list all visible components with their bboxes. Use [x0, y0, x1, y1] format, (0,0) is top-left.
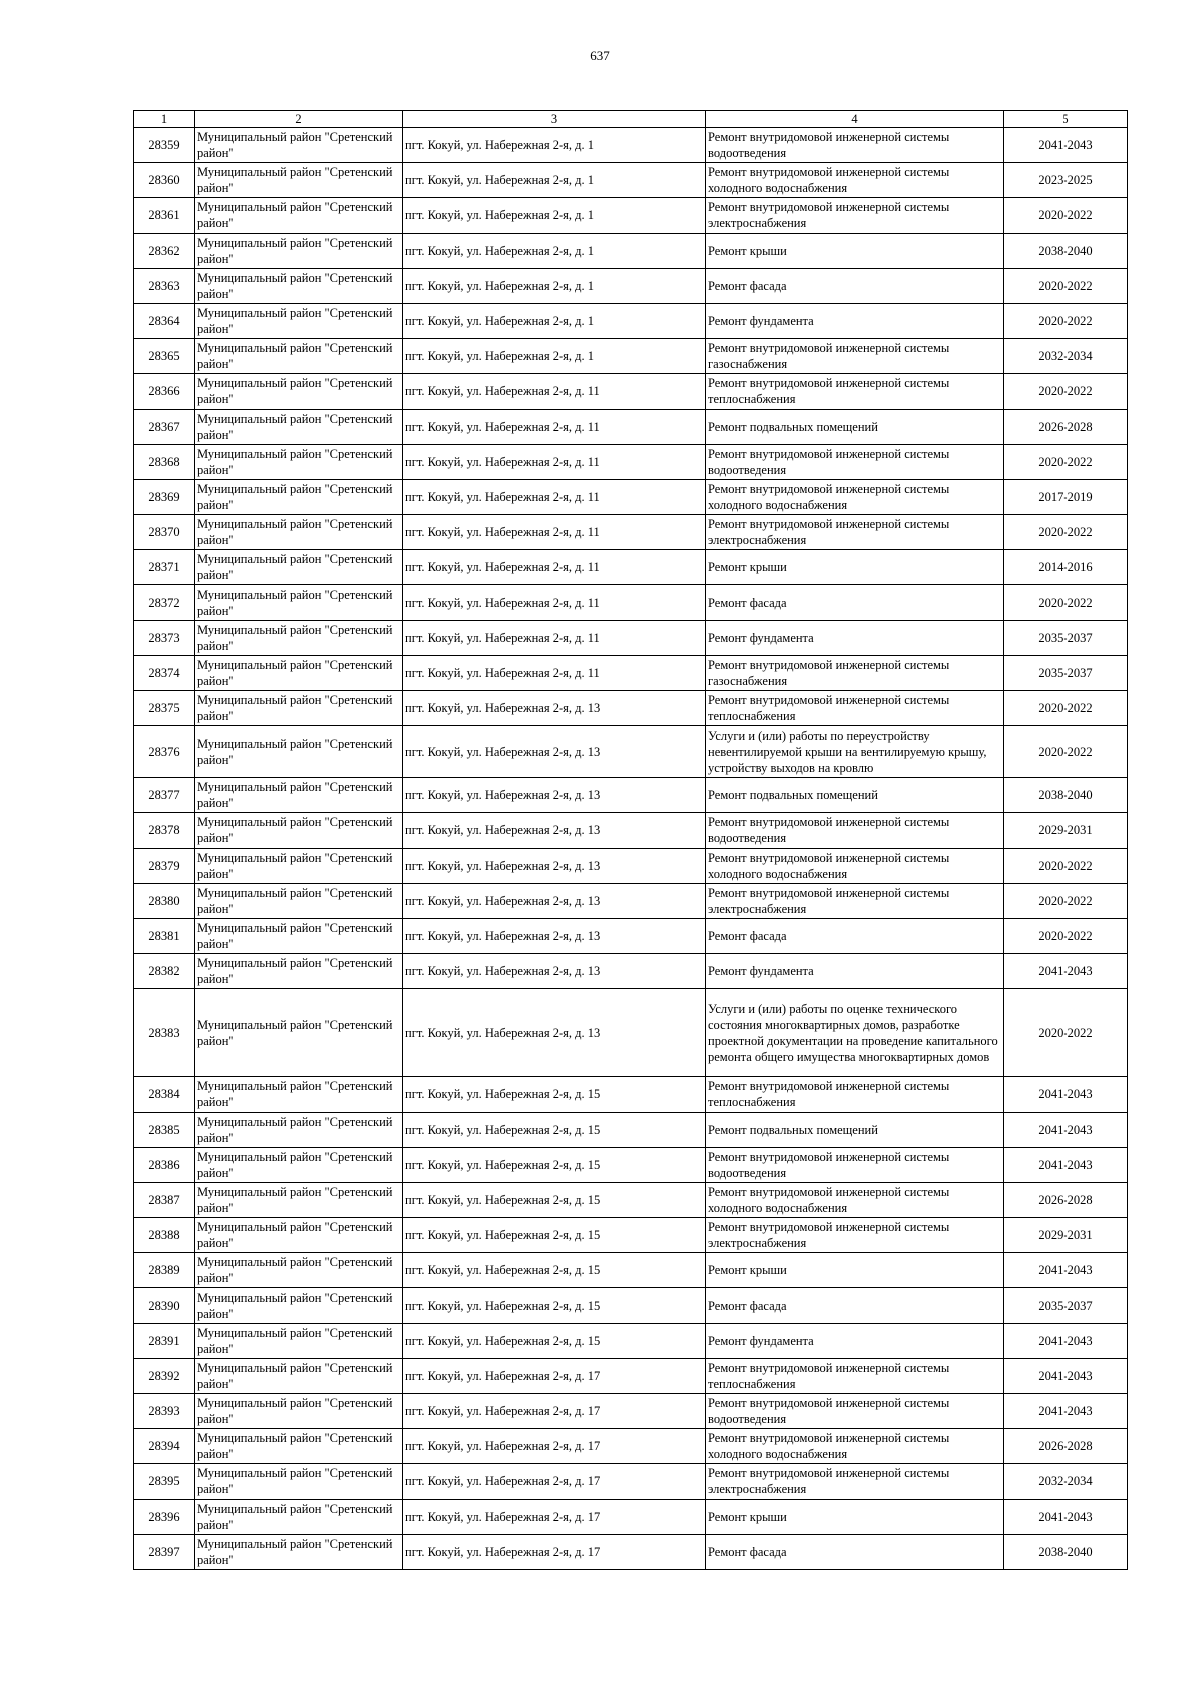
work-type-cell: Ремонт подвальных помещений — [706, 778, 1004, 813]
district-cell: Муниципальный район "Сретенский район" — [195, 444, 403, 479]
row-number-cell: 28363 — [134, 268, 195, 303]
row-number-cell: 28359 — [134, 128, 195, 163]
table-row — [134, 515, 1128, 550]
table-row — [134, 813, 1128, 848]
address-cell: пгт. Кокуй, ул. Набережная 2-я, д. 11 — [403, 585, 706, 620]
row-number-cell: 28365 — [134, 339, 195, 374]
address-cell: пгт. Кокуй, ул. Набережная 2-я, д. 13 — [403, 726, 706, 778]
period-cell: 2023-2025 — [1004, 163, 1128, 198]
period-cell: 2041-2043 — [1004, 1147, 1128, 1182]
district-cell: Муниципальный район "Сретенский район" — [195, 620, 403, 655]
district-cell: Муниципальный район "Сретенский район" — [195, 585, 403, 620]
row-number-cell: 28382 — [134, 954, 195, 989]
work-type-cell: Ремонт фасада — [706, 1534, 1004, 1569]
work-type-cell: Ремонт внутридомовой инженерной системы электроснабжения — [706, 883, 1004, 918]
address-cell: пгт. Кокуй, ул. Набережная 2-я, д. 1 — [403, 268, 706, 303]
address-cell: пгт. Кокуй, ул. Набережная 2-я, д. 13 — [403, 883, 706, 918]
work-type-cell: Ремонт внутридомовой инженерной системы теплоснабжения — [706, 691, 1004, 726]
period-cell: 2038-2040 — [1004, 778, 1128, 813]
table-row — [134, 1394, 1128, 1429]
row-number-cell: 28397 — [134, 1534, 195, 1569]
address-cell: пгт. Кокуй, ул. Набережная 2-я, д. 11 — [403, 550, 706, 585]
work-type-cell: Ремонт подвальных помещений — [706, 409, 1004, 444]
address-cell: пгт. Кокуй, ул. Набережная 2-я, д. 17 — [403, 1429, 706, 1464]
row-number-cell: 28364 — [134, 303, 195, 338]
column-header-work: 4 — [706, 111, 1004, 128]
work-type-cell: Услуги и (или) работы по переустройству невентилируемой крыши на вентилируемую крышу, устройству выходов на кровлю — [706, 726, 1004, 778]
table-row — [134, 655, 1128, 690]
work-type-cell: Ремонт крыши — [706, 233, 1004, 268]
row-number-cell: 28368 — [134, 444, 195, 479]
row-number-cell: 28393 — [134, 1394, 195, 1429]
district-cell: Муниципальный район "Сретенский район" — [195, 1323, 403, 1358]
period-cell: 2014-2016 — [1004, 550, 1128, 585]
period-cell: 2017-2019 — [1004, 479, 1128, 514]
address-cell: пгт. Кокуй, ул. Набережная 2-я, д. 17 — [403, 1534, 706, 1569]
work-type-cell: Ремонт внутридомовой инженерной системы холодного водоснабжения — [706, 1182, 1004, 1217]
work-type-cell: Ремонт крыши — [706, 1253, 1004, 1288]
table-row — [134, 409, 1128, 444]
work-type-cell: Ремонт фундамента — [706, 303, 1004, 338]
period-cell: 2038-2040 — [1004, 1534, 1128, 1569]
address-cell: пгт. Кокуй, ул. Набережная 2-я, д. 11 — [403, 620, 706, 655]
work-type-cell: Ремонт фундамента — [706, 620, 1004, 655]
row-number-cell: 28388 — [134, 1218, 195, 1253]
address-cell: пгт. Кокуй, ул. Набережная 2-я, д. 15 — [403, 1323, 706, 1358]
district-cell: Муниципальный район "Сретенский район" — [195, 268, 403, 303]
district-cell: Муниципальный район "Сретенский район" — [195, 128, 403, 163]
page-number: 637 — [590, 48, 610, 63]
row-number-cell: 28366 — [134, 374, 195, 409]
address-cell: пгт. Кокуй, ул. Набережная 2-я, д. 17 — [403, 1464, 706, 1499]
table-row — [134, 268, 1128, 303]
address-cell: пгт. Кокуй, ул. Набережная 2-я, д. 15 — [403, 1112, 706, 1147]
period-cell: 2032-2034 — [1004, 1464, 1128, 1499]
work-type-cell: Ремонт внутридомовой инженерной системы холодного водоснабжения — [706, 479, 1004, 514]
work-type-cell: Ремонт фундамента — [706, 1323, 1004, 1358]
period-cell: 2020-2022 — [1004, 374, 1128, 409]
address-cell: пгт. Кокуй, ул. Набережная 2-я, д. 15 — [403, 1182, 706, 1217]
table-row — [134, 883, 1128, 918]
row-number-cell: 28371 — [134, 550, 195, 585]
table-row — [134, 1499, 1128, 1534]
row-number-cell: 28373 — [134, 620, 195, 655]
district-cell: Муниципальный район "Сретенский район" — [195, 1077, 403, 1112]
period-cell: 2035-2037 — [1004, 655, 1128, 690]
row-number-cell: 28367 — [134, 409, 195, 444]
period-cell: 2035-2037 — [1004, 1288, 1128, 1323]
district-cell: Муниципальный район "Сретенский район" — [195, 1182, 403, 1217]
address-cell: пгт. Кокуй, ул. Набережная 2-я, д. 15 — [403, 1253, 706, 1288]
row-number-cell: 28376 — [134, 726, 195, 778]
row-number-cell: 28385 — [134, 1112, 195, 1147]
row-number-cell: 28370 — [134, 515, 195, 550]
table-row — [134, 1358, 1128, 1393]
district-cell: Муниципальный район "Сретенский район" — [195, 954, 403, 989]
district-cell: Муниципальный район "Сретенский район" — [195, 1429, 403, 1464]
work-type-cell: Ремонт внутридомовой инженерной системы водоотведения — [706, 128, 1004, 163]
table-row — [134, 444, 1128, 479]
row-number-cell: 28396 — [134, 1499, 195, 1534]
address-cell: пгт. Кокуй, ул. Набережная 2-я, д. 15 — [403, 1218, 706, 1253]
table-body — [134, 128, 1128, 1570]
period-cell: 2038-2040 — [1004, 233, 1128, 268]
work-type-cell: Ремонт внутридомовой инженерной системы электроснабжения — [706, 515, 1004, 550]
district-cell: Муниципальный район "Сретенский район" — [195, 1394, 403, 1429]
row-number-cell: 28369 — [134, 479, 195, 514]
period-cell: 2020-2022 — [1004, 198, 1128, 233]
period-cell: 2020-2022 — [1004, 726, 1128, 778]
period-cell: 2020-2022 — [1004, 918, 1128, 953]
address-cell: пгт. Кокуй, ул. Набережная 2-я, д. 11 — [403, 374, 706, 409]
column-header-number: 1 — [134, 111, 195, 128]
table-row — [134, 585, 1128, 620]
work-type-cell: Ремонт внутридомовой инженерной системы электроснабжения — [706, 198, 1004, 233]
address-cell: пгт. Кокуй, ул. Набережная 2-я, д. 15 — [403, 1077, 706, 1112]
district-cell: Муниципальный район "Сретенский район" — [195, 1499, 403, 1534]
work-type-cell: Ремонт внутридомовой инженерной системы холодного водоснабжения — [706, 1429, 1004, 1464]
work-type-cell: Ремонт фасада — [706, 918, 1004, 953]
address-cell: пгт. Кокуй, ул. Набережная 2-я, д. 11 — [403, 515, 706, 550]
row-number-cell: 28386 — [134, 1147, 195, 1182]
work-type-cell: Ремонт внутридомовой инженерной системы холодного водоснабжения — [706, 848, 1004, 883]
row-number-cell: 28378 — [134, 813, 195, 848]
row-number-cell: 28383 — [134, 989, 195, 1077]
row-number-cell: 28380 — [134, 883, 195, 918]
address-cell: пгт. Кокуй, ул. Набережная 2-я, д. 13 — [403, 954, 706, 989]
table-row — [134, 128, 1128, 163]
table-row — [134, 691, 1128, 726]
address-cell: пгт. Кокуй, ул. Набережная 2-я, д. 1 — [403, 303, 706, 338]
work-type-cell: Ремонт внутридомовой инженерной системы водоотведения — [706, 1147, 1004, 1182]
work-type-cell: Ремонт внутридомовой инженерной системы теплоснабжения — [706, 374, 1004, 409]
column-header-district: 2 — [195, 111, 403, 128]
address-cell: пгт. Кокуй, ул. Набережная 2-я, д. 15 — [403, 1288, 706, 1323]
district-cell: Муниципальный район "Сретенский район" — [195, 1112, 403, 1147]
district-cell: Муниципальный район "Сретенский район" — [195, 1253, 403, 1288]
row-number-cell: 28394 — [134, 1429, 195, 1464]
district-cell: Муниципальный район "Сретенский район" — [195, 1218, 403, 1253]
address-cell: пгт. Кокуй, ул. Набережная 2-я, д. 13 — [403, 848, 706, 883]
table-row — [134, 1182, 1128, 1217]
row-number-cell: 28377 — [134, 778, 195, 813]
address-cell: пгт. Кокуй, ул. Набережная 2-я, д. 17 — [403, 1394, 706, 1429]
work-type-cell: Ремонт подвальных помещений — [706, 1112, 1004, 1147]
district-cell: Муниципальный район "Сретенский район" — [195, 479, 403, 514]
address-cell: пгт. Кокуй, ул. Набережная 2-я, д. 13 — [403, 778, 706, 813]
row-number-cell: 28381 — [134, 918, 195, 953]
work-type-cell: Ремонт внутридомовой инженерной системы газоснабжения — [706, 339, 1004, 374]
table-row — [134, 989, 1128, 1077]
address-cell: пгт. Кокуй, ул. Набережная 2-я, д. 11 — [403, 655, 706, 690]
address-cell: пгт. Кокуй, ул. Набережная 2-я, д. 15 — [403, 1147, 706, 1182]
address-cell: пгт. Кокуй, ул. Набережная 2-я, д. 13 — [403, 989, 706, 1077]
district-cell: Муниципальный район "Сретенский район" — [195, 1464, 403, 1499]
table-row — [134, 550, 1128, 585]
period-cell: 2029-2031 — [1004, 813, 1128, 848]
row-number-cell: 28390 — [134, 1288, 195, 1323]
row-number-cell: 28362 — [134, 233, 195, 268]
row-number-cell: 28389 — [134, 1253, 195, 1288]
district-cell: Муниципальный район "Сретенский район" — [195, 409, 403, 444]
district-cell: Муниципальный район "Сретенский район" — [195, 989, 403, 1077]
period-cell: 2020-2022 — [1004, 303, 1128, 338]
address-cell: пгт. Кокуй, ул. Набережная 2-я, д. 11 — [403, 409, 706, 444]
table-row — [134, 1429, 1128, 1464]
work-type-cell: Услуги и (или) работы по оценке технического состояния многоквартирных домов, разработке проектной документации на проведение капитального ремонта общего имущества многоквартирных домов — [706, 989, 1004, 1077]
row-number-cell: 28384 — [134, 1077, 195, 1112]
address-cell: пгт. Кокуй, ул. Набережная 2-я, д. 13 — [403, 691, 706, 726]
work-type-cell: Ремонт внутридомовой инженерной системы электроснабжения — [706, 1218, 1004, 1253]
period-cell: 2026-2028 — [1004, 1429, 1128, 1464]
table-row — [134, 1464, 1128, 1499]
work-type-cell: Ремонт внутридомовой инженерной системы электроснабжения — [706, 1464, 1004, 1499]
period-cell: 2035-2037 — [1004, 620, 1128, 655]
address-cell: пгт. Кокуй, ул. Набережная 2-я, д. 13 — [403, 813, 706, 848]
address-cell: пгт. Кокуй, ул. Набережная 2-я, д. 1 — [403, 128, 706, 163]
work-type-cell: Ремонт внутридомовой инженерной системы теплоснабжения — [706, 1358, 1004, 1393]
table-row — [134, 1534, 1128, 1569]
period-cell: 2020-2022 — [1004, 444, 1128, 479]
period-cell: 2020-2022 — [1004, 691, 1128, 726]
work-type-cell: Ремонт внутридомовой инженерной системы теплоснабжения — [706, 1077, 1004, 1112]
table-row — [134, 198, 1128, 233]
repair-schedule-table — [133, 110, 1128, 1570]
period-cell: 2041-2043 — [1004, 128, 1128, 163]
period-cell: 2041-2043 — [1004, 1112, 1128, 1147]
period-cell: 2020-2022 — [1004, 883, 1128, 918]
district-cell: Муниципальный район "Сретенский район" — [195, 1358, 403, 1393]
row-number-cell: 28374 — [134, 655, 195, 690]
district-cell: Муниципальный район "Сретенский район" — [195, 1534, 403, 1569]
table-row — [134, 1112, 1128, 1147]
period-cell: 2041-2043 — [1004, 1358, 1128, 1393]
row-number-cell: 28375 — [134, 691, 195, 726]
district-cell: Муниципальный район "Сретенский район" — [195, 550, 403, 585]
row-number-cell: 28392 — [134, 1358, 195, 1393]
district-cell: Муниципальный район "Сретенский район" — [195, 198, 403, 233]
work-type-cell: Ремонт внутридомовой инженерной системы водоотведения — [706, 1394, 1004, 1429]
period-cell: 2041-2043 — [1004, 1253, 1128, 1288]
period-cell: 2041-2043 — [1004, 1323, 1128, 1358]
table-row — [134, 1253, 1128, 1288]
district-cell: Муниципальный район "Сретенский район" — [195, 883, 403, 918]
table-row — [134, 1323, 1128, 1358]
period-cell: 2020-2022 — [1004, 515, 1128, 550]
row-number-cell: 28387 — [134, 1182, 195, 1217]
work-type-cell: Ремонт фасада — [706, 585, 1004, 620]
table-row — [134, 303, 1128, 338]
district-cell: Муниципальный район "Сретенский район" — [195, 374, 403, 409]
address-cell: пгт. Кокуй, ул. Набережная 2-я, д. 1 — [403, 339, 706, 374]
address-cell: пгт. Кокуй, ул. Набережная 2-я, д. 1 — [403, 163, 706, 198]
district-cell: Муниципальный район "Сретенский район" — [195, 726, 403, 778]
table-row — [134, 954, 1128, 989]
district-cell: Муниципальный район "Сретенский район" — [195, 813, 403, 848]
period-cell: 2020-2022 — [1004, 848, 1128, 883]
table-row — [134, 778, 1128, 813]
row-number-cell: 28395 — [134, 1464, 195, 1499]
district-cell: Муниципальный район "Сретенский район" — [195, 655, 403, 690]
row-number-cell: 28360 — [134, 163, 195, 198]
period-cell: 2020-2022 — [1004, 585, 1128, 620]
period-cell: 2026-2028 — [1004, 409, 1128, 444]
period-cell: 2029-2031 — [1004, 1218, 1128, 1253]
work-type-cell: Ремонт внутридомовой инженерной системы водоотведения — [706, 813, 1004, 848]
work-type-cell: Ремонт фундамента — [706, 954, 1004, 989]
district-cell: Муниципальный район "Сретенский район" — [195, 918, 403, 953]
period-cell: 2026-2028 — [1004, 1182, 1128, 1217]
table-row — [134, 339, 1128, 374]
district-cell: Муниципальный район "Сретенский район" — [195, 163, 403, 198]
column-header-period: 5 — [1004, 111, 1128, 128]
row-number-cell: 28372 — [134, 585, 195, 620]
table-row — [134, 1218, 1128, 1253]
district-cell: Муниципальный район "Сретенский район" — [195, 339, 403, 374]
address-cell: пгт. Кокуй, ул. Набережная 2-я, д. 1 — [403, 233, 706, 268]
address-cell: пгт. Кокуй, ул. Набережная 2-я, д. 17 — [403, 1358, 706, 1393]
district-cell: Муниципальный район "Сретенский район" — [195, 691, 403, 726]
work-type-cell: Ремонт внутридомовой инженерной системы газоснабжения — [706, 655, 1004, 690]
address-cell: пгт. Кокуй, ул. Набережная 2-я, д. 11 — [403, 479, 706, 514]
column-header-address: 3 — [403, 111, 706, 128]
period-cell: 2020-2022 — [1004, 989, 1128, 1077]
district-cell: Муниципальный район "Сретенский район" — [195, 1147, 403, 1182]
work-type-cell: Ремонт фасада — [706, 1288, 1004, 1323]
work-type-cell: Ремонт внутридомовой инженерной системы холодного водоснабжения — [706, 163, 1004, 198]
row-number-cell: 28391 — [134, 1323, 195, 1358]
row-number-cell: 28361 — [134, 198, 195, 233]
table-row — [134, 848, 1128, 883]
district-cell: Муниципальный район "Сретенский район" — [195, 303, 403, 338]
work-type-cell: Ремонт крыши — [706, 550, 1004, 585]
district-cell: Муниципальный район "Сретенский район" — [195, 233, 403, 268]
period-cell: 2041-2043 — [1004, 1394, 1128, 1429]
work-type-cell: Ремонт внутридомовой инженерной системы водоотведения — [706, 444, 1004, 479]
address-cell: пгт. Кокуй, ул. Набережная 2-я, д. 13 — [403, 918, 706, 953]
district-cell: Муниципальный район "Сретенский район" — [195, 778, 403, 813]
period-cell: 2041-2043 — [1004, 1077, 1128, 1112]
period-cell: 2041-2043 — [1004, 1499, 1128, 1534]
table-row — [134, 374, 1128, 409]
district-cell: Муниципальный район "Сретенский район" — [195, 1288, 403, 1323]
address-cell: пгт. Кокуй, ул. Набережная 2-я, д. 17 — [403, 1499, 706, 1534]
district-cell: Муниципальный район "Сретенский район" — [195, 515, 403, 550]
row-number-cell: 28379 — [134, 848, 195, 883]
table-row — [134, 1077, 1128, 1112]
table-row — [134, 726, 1128, 778]
table-row — [134, 163, 1128, 198]
table-row — [134, 479, 1128, 514]
work-type-cell: Ремонт крыши — [706, 1499, 1004, 1534]
address-cell: пгт. Кокуй, ул. Набережная 2-я, д. 11 — [403, 444, 706, 479]
table-row — [134, 620, 1128, 655]
period-cell: 2020-2022 — [1004, 268, 1128, 303]
period-cell: 2041-2043 — [1004, 954, 1128, 989]
work-type-cell: Ремонт фасада — [706, 268, 1004, 303]
district-cell: Муниципальный район "Сретенский район" — [195, 848, 403, 883]
table-row — [134, 918, 1128, 953]
period-cell: 2032-2034 — [1004, 339, 1128, 374]
header-row — [134, 111, 1128, 128]
address-cell: пгт. Кокуй, ул. Набережная 2-я, д. 1 — [403, 198, 706, 233]
table-row — [134, 1288, 1128, 1323]
table-row — [134, 233, 1128, 268]
table-row — [134, 1147, 1128, 1182]
